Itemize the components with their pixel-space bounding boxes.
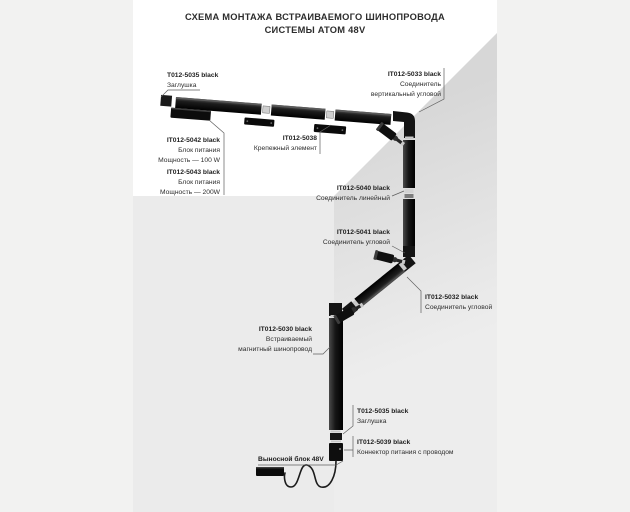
linear-connector [405,189,414,193]
linear-connector-part [405,194,414,198]
rail-joint-connector [326,111,334,119]
part-name: Соединитель угловой [322,239,390,246]
part-name: Соединитель [399,81,441,88]
track-joint [331,431,341,433]
end-cap-top [160,95,172,107]
part-name2: магнитный шинопровод [238,346,312,353]
part-name: Крепежный элемент [253,145,317,152]
connector-dot [339,448,341,450]
part-name: Заглушка [167,82,197,89]
part-name: Встраиваемый [265,336,312,343]
part-name: Соединитель линейный [316,195,390,202]
scheme-title-line2: СИСТЕМЫ ATOM 48V [264,25,366,35]
part-code: IT012-5038 [282,135,317,142]
part-name: Коннектор питания с проводом [357,449,454,456]
wall-track-lower [329,318,343,430]
part-code: IT012-5030 black [258,326,312,333]
part-name: Выносной блок 48V [258,456,324,463]
psu-highlight [256,467,284,468]
part-name: Блок питания [178,179,220,186]
part-code: IT012-5042 black [166,137,220,144]
part-code: IT012-5039 black [357,439,411,446]
part-spec: Мощность — 100 W [158,157,220,164]
part-code: IT012-5040 black [336,185,390,192]
power-feed-connector [329,443,343,461]
part-code: IT012-5032 black [425,294,479,301]
wall-track-upper [403,140,415,188]
part-code: T012-5035 black [167,72,219,79]
label-external-psu [258,455,324,463]
part-code: T012-5035 black [357,408,409,415]
track-joint [405,137,414,140]
part-name2: вертикальный угловой [370,91,441,98]
rail-joint-connector [263,106,271,114]
part-name: Заглушка [357,418,387,425]
part-code: IT012-5043 black [166,169,220,176]
scheme-title-line1: СХЕМА МОНТАЖА ВСТРАИВАЕМОГО ШИНОПРОВОДА [184,12,446,22]
end-cap-bottom [330,433,342,440]
track-joint [331,441,341,443]
part-code: IT012-5033 black [387,71,441,78]
part-spec: Мощность — 200W [159,189,220,196]
part-name: Блок питания [178,147,220,154]
part-code: IT012-5041 black [336,229,390,236]
part-name: Соединитель угловой [425,304,493,311]
wall-track-middle [403,199,415,246]
floor-plane [133,196,334,512]
